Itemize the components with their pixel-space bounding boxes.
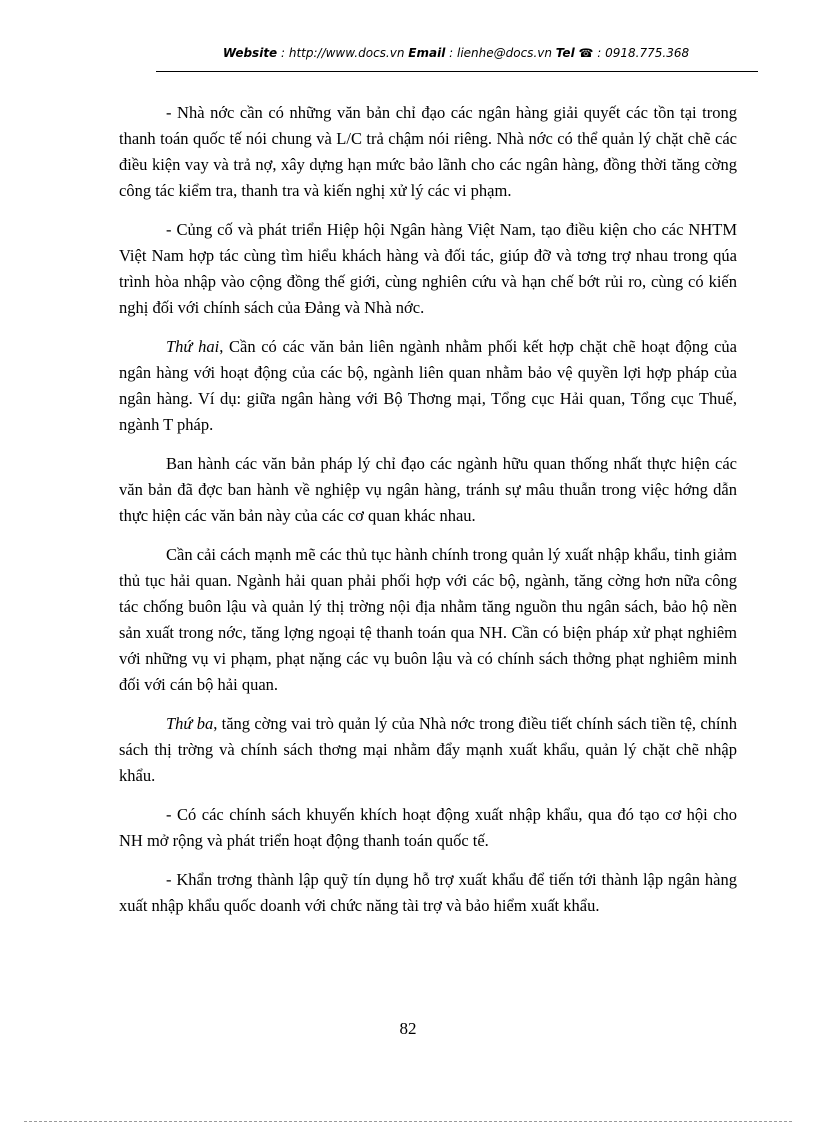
header-divider (156, 71, 758, 72)
email-label: Email (408, 46, 446, 60)
email-sep: : (445, 46, 457, 60)
paragraph (119, 451, 737, 529)
paragraph-text: , tăng cờng vai trò quản lý của Nhà nớc trong điều tiết chính sách tiền tệ, chính sách thị trờng và chính sách thơng mại nhằm đẩy mạnh xuất khẩu, quản lý chặt chẽ nhập khẩu. (119, 714, 737, 785)
page-header (156, 46, 756, 60)
tel-label: Tel (555, 46, 575, 60)
paragraph-text: - Khẩn trơng thành lập quỹ tín dụng hỗ trợ xuất khẩu để tiến tới thành lập ngân hàng xuất nhập khẩu quốc doanh với chức năng tài trợ và bảo hiểm xuất khẩu. (119, 870, 737, 915)
website-sep: : (277, 46, 289, 60)
paragraph (119, 100, 737, 204)
page-bottom-border (24, 1121, 792, 1122)
paragraph-text: , Cần có các văn bản liên ngành nhằm phối kết hợp chặt chẽ hoạt động của ngân hàng với hoạt động của các bộ, ngành liên quan nhằm bảo vệ quyền lợi hợp pháp của ngân hàng. Ví dụ: giữa ngân hàng với Bộ Thơng mại, Tổng cục Hải quan, Tổng cục Thuế, ngành T pháp. (119, 337, 737, 434)
website-url: http://www.docs.vn (288, 46, 405, 60)
paragraph-lead: Thứ hai (166, 337, 220, 356)
paragraph (119, 217, 737, 321)
phone-icon: ☎ (578, 46, 594, 60)
paragraph-text: Cần cải cách mạnh mẽ các thủ tục hành chính trong quản lý xuất nhập khẩu, tinh giảm thủ tục hải quan. Ngành hải quan phải phối hợp với các bộ, ngành, tăng cờng hơn nữa công tác chống buôn lậu và quản lý thị trờng nội địa nhằm tăng nguồn thu ngân sách, bảo hộ nền sản xuất trong nớc, tăng lợng ngoại tệ thanh toán qua NH. Cần có biện pháp xử phạt nghiêm với những vụ vi phạm, phạt nặng các vụ buôn lậu và có chính sách thởng phạt nghiêm minh đối với cán bộ hải quan. (119, 545, 737, 694)
body-text (119, 100, 737, 919)
email-address: lienhe@docs.vn (456, 46, 552, 60)
paragraph-text: - Củng cố và phát triển Hiệp hội Ngân hàng Việt Nam, tạo điều kiện cho các NHTM Việt Nam hợp tác cùng tìm hiểu khách hàng và đối tác, giúp đỡ và tơng trợ nhau trong qúa trình hòa nhập vào cộng đồng thế giới, cùng nghiên cứu và hạn chế bớt rủi ro, cùng có kiến nghị đối với chính sách của Đảng và Nhà nớc. (119, 220, 737, 317)
paragraph (119, 542, 737, 698)
paragraph-text: - Có các chính sách khuyến khích hoạt động xuất nhập khẩu, qua đó tạo cơ hội cho NH mở rộng và phát triển hoạt động thanh toán quốc tế. (119, 805, 737, 850)
paragraph (119, 867, 737, 919)
paragraph (119, 802, 737, 854)
paragraph (119, 334, 737, 438)
paragraph-text: - Nhà nớc cần có những văn bản chỉ đạo các ngân hàng giải quyết các tồn tại trong thanh toán quốc tế nói chung và L/C trả chậm nói riêng. Nhà nớc có thể quản lý chặt chẽ các điều kiện vay và trả nợ, xây dựng hạn mức bảo lãnh cho các ngân hàng, đồng thời tăng cờng công tác kiểm tra, thanh tra và kiến nghị xử lý các vi phạm. (119, 103, 737, 200)
website-label: Website (222, 46, 278, 60)
tel-number: 0918.775.368 (605, 46, 690, 60)
tel-sep: : (593, 46, 606, 60)
page-number: 82 (399, 1019, 417, 1038)
paragraph-text: Ban hành các văn bản pháp lý chỉ đạo các ngành hữu quan thống nhất thực hiện các văn bản đã đợc ban hành về nghiệp vụ ngân hàng, tránh sự mâu thuẫn trong việc hớng dẫn thực hiện các văn bản này của các cơ quan khác nhau. (119, 454, 737, 525)
paragraph-lead: Thứ ba (166, 714, 214, 733)
paragraph (119, 711, 737, 789)
